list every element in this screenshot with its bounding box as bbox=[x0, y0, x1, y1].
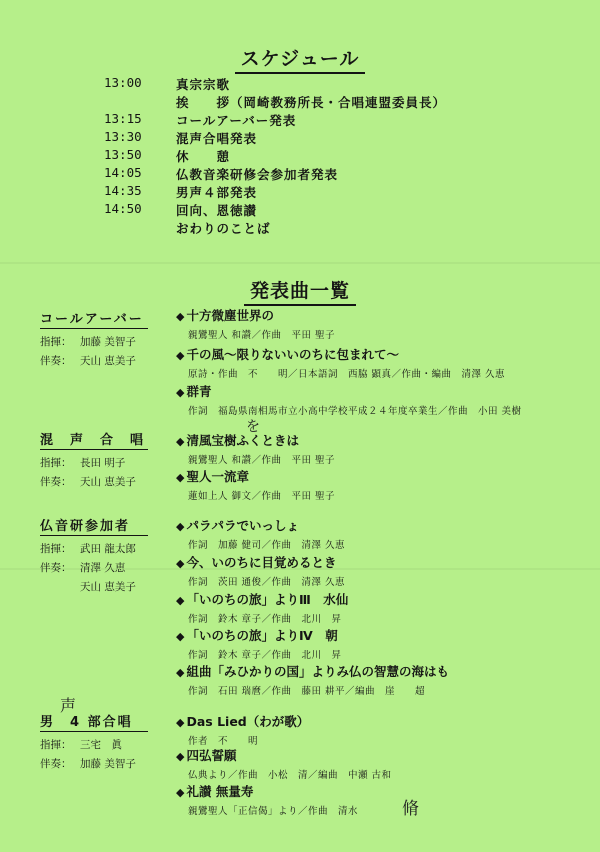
group-name: 男 4 部合唱 bbox=[40, 711, 148, 732]
diamond-icon: ◆ bbox=[176, 750, 185, 763]
program-heading: 発表曲一覧 bbox=[0, 276, 600, 303]
piece-credit: 親鸞聖人「正信偈」より／作曲 清水 bbox=[188, 806, 359, 817]
piece-item bbox=[176, 712, 309, 747]
diamond-icon: ◆ bbox=[176, 349, 185, 362]
piece-item bbox=[176, 590, 348, 625]
group-staff: 指揮： 三宅 眞 伴奏： 加藤 美智子 bbox=[40, 739, 136, 770]
group-staff: 指揮： 長田 明子 伴奏： 天山 恵美子 bbox=[40, 457, 136, 488]
piece-item bbox=[176, 782, 358, 817]
group-male-chorus bbox=[40, 711, 148, 774]
piece-credit: 仏典より／作曲 小松 清／編曲 中瀬 古和 bbox=[188, 770, 392, 781]
fold-crease bbox=[0, 262, 600, 264]
piece-item bbox=[176, 382, 522, 417]
piece-title: 千の風～限りないいのちに包まれて～ bbox=[186, 347, 399, 362]
piece-credit: 作詞 石田 瑞麿／作曲 藤田 耕平／編曲 崖 超 bbox=[188, 686, 426, 697]
schedule-heading: スケジュール bbox=[0, 44, 600, 71]
piece-item bbox=[176, 516, 345, 551]
group-buddhist-music-participants bbox=[40, 515, 148, 597]
piece-title: 組曲「みひかりの国」よりみ仏の智慧の海はも bbox=[186, 664, 449, 679]
group-staff: 指揮： 武田 龍太郎 伴奏： 清澤 久恵 天山 恵美子 bbox=[40, 543, 136, 593]
handwritten-correction: 声 bbox=[60, 696, 77, 715]
piece-title: 聖人一流章 bbox=[186, 469, 249, 484]
diamond-icon: ◆ bbox=[176, 557, 185, 570]
diamond-icon: ◆ bbox=[176, 630, 185, 643]
piece-credit: 作詞 加藤 健司／作曲 清澤 久恵 bbox=[188, 540, 346, 551]
piece-item bbox=[176, 626, 342, 661]
piece-item bbox=[176, 553, 345, 588]
handwritten-correction: を bbox=[246, 419, 260, 435]
piece-item bbox=[176, 306, 335, 341]
diamond-icon: ◆ bbox=[176, 471, 185, 484]
diamond-icon: ◆ bbox=[176, 310, 185, 323]
diamond-icon: ◆ bbox=[176, 435, 185, 448]
piece-title: 四弘誓願 bbox=[186, 748, 237, 763]
piece-title: 群青 bbox=[186, 384, 212, 399]
group-name: コールアーバー bbox=[40, 308, 148, 329]
program-sheet: スケジュール 13:00 真宗宗歌 挨 拶（岡崎教務所長・合唱連盟委員長） 13:15 コールアーバー発表 13:30 混声合唱発表 13:50 休 憩 14:05 仏教音楽研修会参加者発表 14:35 男声４部発表 14:50 回向、恩徳讃 おわりのことば 発表曲一覧 コールアーバー 指揮： 加藤 美智子 伴奏： 天山 恵美子 混 声 合 唱 指揮： 長田 明子 伴奏： 天山 恵美子 仏音研参加者 指揮： 武田 龍太郎 伴奏： 清澤 久恵 天山 恵美子 男 4 部合唱 指揮： 三宅 眞 伴奏： 加藤 美智子 ◆ 十方微塵世界の 親鸞聖人 和讃／作曲 平田 聖子 ◆ 千の風～限りないいのちに包まれて～ 原詩・作曲 不 明／日本語詞 西脇 顕真／作曲・編曲 清澤 久恵 ◆ 群青 作詞 福島県南相馬市立小高中学校平成２４年度卒業生／作曲 小田 美樹 ◆ 清風宝樹ふくときは 親鸞聖人 和讃／作曲 平田 聖子 ◆ 聖人一流章 蓮如上人 御文／作曲 平田 聖子 ◆ パラパラでいっしょ 作詞 加藤 健司／作曲 清澤 久恵 ◆ 今、いのちに目覚めるとき 作詞 茨田 通俊／作曲 清澤 久恵 ◆ 「いのちの旅」よりⅢ 水仙 作詞 鈴木 章子／作曲 北川 昇 ◆ 「いのちの旅」よりⅣ 朝 作詞 鈴木 章子／作曲 北川 昇 ◆ 組曲「みひかりの国」よりみ仏の智慧の海はも 作詞 石田 瑞麿／作曲 藤田 耕平／編曲 崖 超 ◆ Das Lied（わが歌） 作者 不 明 ◆ 四弘誓願 仏典より／作曲 小松 清／編曲 中瀬 古和 ◆ 礼讃 無量寿 親鸞聖人「正信偈」より／作曲 清水 を 声 脩 bbox=[0, 0, 600, 852]
diamond-icon: ◆ bbox=[176, 520, 185, 533]
piece-credit: 蓮如上人 御文／作曲 平田 聖子 bbox=[188, 491, 336, 502]
group-name: 混 声 合 唱 bbox=[40, 429, 148, 450]
piece-credit: 作詞 茨田 通俊／作曲 清澤 久恵 bbox=[188, 577, 346, 588]
piece-title: Das Lied（わが歌） bbox=[186, 714, 310, 729]
piece-title: 「いのちの旅」よりⅣ 朝 bbox=[186, 628, 338, 643]
piece-item bbox=[176, 746, 392, 781]
piece-credit: 親鸞聖人 和讃／作曲 平田 聖子 bbox=[188, 455, 336, 466]
diamond-icon: ◆ bbox=[176, 786, 185, 799]
piece-credit: 作詞 鈴木 章子／作曲 北川 昇 bbox=[188, 614, 342, 625]
piece-credit: 作者 不 明 bbox=[188, 736, 259, 747]
piece-title: 清風宝樹ふくときは bbox=[186, 433, 299, 448]
piece-item bbox=[176, 467, 335, 502]
diamond-icon: ◆ bbox=[176, 386, 185, 399]
piece-title: 今、いのちに目覚めるとき bbox=[186, 555, 337, 570]
group-name: 仏音研参加者 bbox=[40, 515, 148, 536]
piece-title: 「いのちの旅」よりⅢ 水仙 bbox=[186, 592, 349, 607]
diamond-icon: ◆ bbox=[176, 594, 185, 607]
piece-item bbox=[176, 662, 449, 697]
piece-title: 十方微塵世界の bbox=[186, 308, 274, 323]
piece-title: パラパラでいっしょ bbox=[186, 518, 299, 533]
piece-item bbox=[176, 345, 505, 380]
piece-credit: 作詞 福島県南相馬市立小高中学校平成２４年度卒業生／作曲 小田 美樹 bbox=[188, 406, 522, 417]
piece-item bbox=[176, 431, 335, 466]
piece-title: 礼讃 無量寿 bbox=[186, 784, 254, 799]
group-call-arbor bbox=[40, 308, 148, 371]
handwritten-correction: 脩 bbox=[402, 799, 419, 819]
diamond-icon: ◆ bbox=[176, 666, 185, 679]
piece-credit: 作詞 鈴木 章子／作曲 北川 昇 bbox=[188, 650, 342, 661]
piece-credit: 原詩・作曲 不 明／日本語詞 西脇 顕真／作曲・編曲 清澤 久恵 bbox=[188, 369, 506, 380]
group-staff: 指揮： 加藤 美智子 伴奏： 天山 恵美子 bbox=[40, 336, 136, 367]
diamond-icon: ◆ bbox=[176, 716, 185, 729]
piece-credit: 親鸞聖人 和讃／作曲 平田 聖子 bbox=[188, 330, 336, 341]
group-mixed-chorus bbox=[40, 429, 148, 492]
